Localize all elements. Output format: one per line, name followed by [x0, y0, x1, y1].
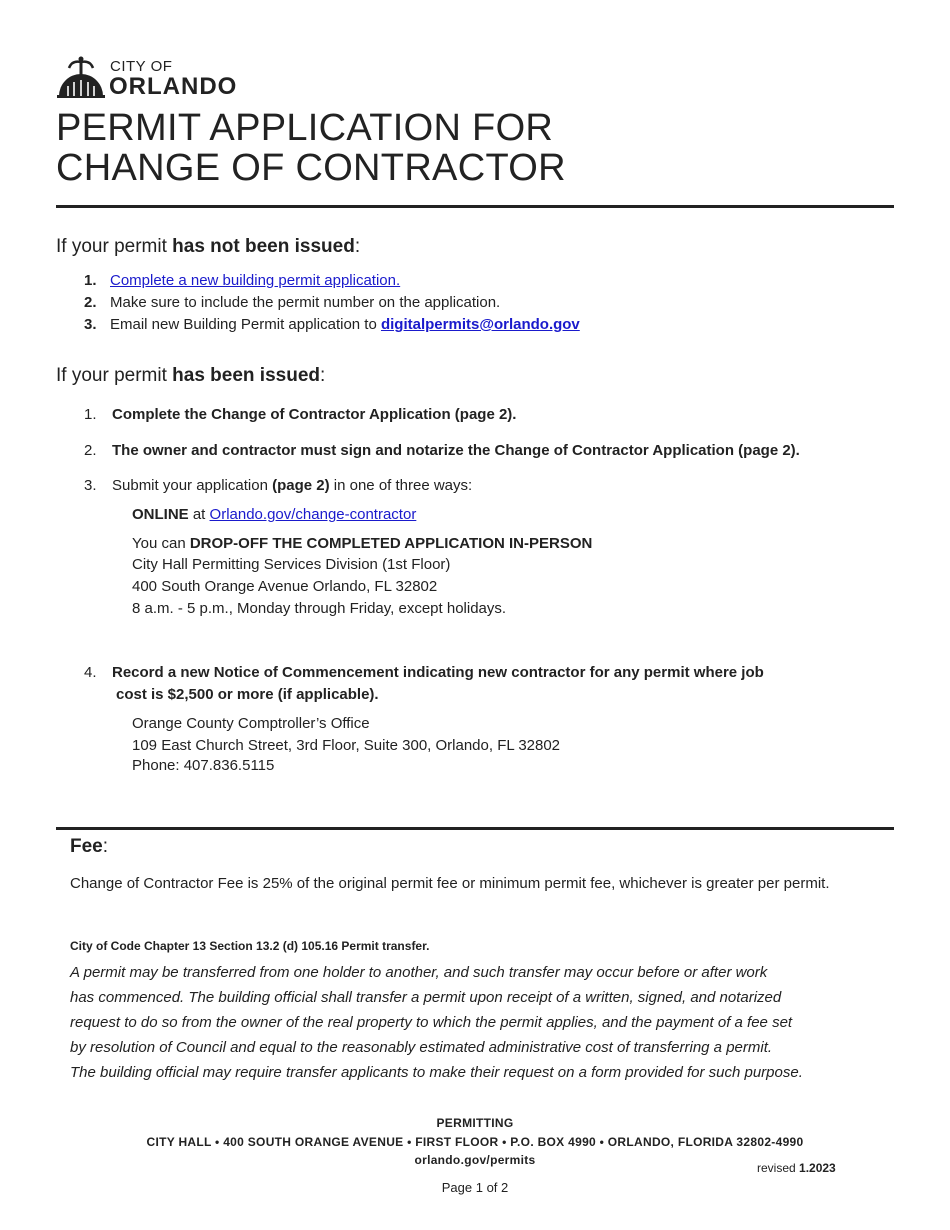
email-link[interactable]: digitalpermits@orlando.gov	[380, 316, 580, 333]
issued-item-4-number: 4.	[84, 664, 97, 681]
comptroller-address: 109 East Church Street, 3rd Floor, Suite 300, Orlando, FL 32802	[132, 737, 561, 754]
page-number: Page 1 of 2	[441, 1180, 509, 1195]
issued-item-1-number: 1.	[84, 406, 97, 423]
fee-heading-colon: :	[102, 836, 109, 857]
code-line: The building official may require transfer applicants to make their request on a form provided for such purpose.	[70, 1064, 803, 1081]
item-3-text-c: in one of three ways:	[329, 477, 473, 494]
comptroller-office: Orange County Comptroller’s Office	[132, 715, 370, 732]
title-line-2: CHANGE OF CONTRACTOR	[56, 147, 566, 189]
revised-value: 1.2023	[799, 1161, 836, 1175]
fee-divider	[56, 827, 894, 830]
code-line: has commenced. The building official shall transfer a permit upon receipt of a written, signed, and notarized	[70, 989, 782, 1006]
code-line: A permit may be transferred from one holder to another, and such transfer may occur before or after work	[70, 964, 768, 981]
issued-item-3-text	[112, 475, 472, 496]
list-text: Email new Building Permit application to	[110, 316, 381, 333]
dropoff-line-1: City Hall Permitting Services Division (1st Floor)	[132, 556, 451, 573]
issued-suffix: :	[320, 365, 326, 386]
code-line: request to do so from the owner of the real property to which the permit applies, and the payment of a fee set	[70, 1014, 793, 1031]
not-issued-bold: has not been issued	[172, 236, 355, 257]
issued-item-1-text: Complete the Change of Contractor Application (page 2).	[112, 406, 517, 423]
footer-address: CITY HALL • 400 SOUTH ORANGE AVENUE • FIRST FLOOR • P.O. BOX 4990 • ORLANDO, FLORIDA 32802-4990	[146, 1135, 804, 1149]
fee-heading-text: Fee	[70, 836, 103, 857]
item-3-text-b: (page 2)	[272, 477, 330, 494]
list-number: 1.	[84, 272, 97, 289]
page-title	[56, 108, 566, 188]
issued-item-2-number: 2.	[84, 442, 97, 459]
not-issued-heading	[56, 236, 360, 258]
revised-label: revised	[757, 1161, 800, 1175]
footer-dept: PERMITTING	[436, 1116, 514, 1130]
logo-city-of: CITY OF	[110, 58, 173, 75]
issued-item-4-line-2: cost is $2,500 or more (if applicable).	[116, 686, 379, 703]
item-3-text-a: Submit your application	[112, 477, 273, 494]
online-option	[132, 504, 416, 525]
title-divider	[56, 205, 894, 208]
new-permit-application-link[interactable]: Complete a new building permit application.	[110, 272, 401, 289]
online-at: at	[188, 506, 210, 523]
revision-note	[757, 1161, 836, 1175]
fee-heading	[70, 836, 108, 858]
comptroller-phone: Phone: 407.836.5115	[132, 757, 275, 774]
code-heading: City of Code Chapter 13 Section 13.2 (d) 105.16 Permit transfer.	[70, 939, 430, 953]
issued-item-3-number: 3.	[84, 477, 97, 494]
list-text: Make sure to include the permit number on the application.	[110, 294, 501, 311]
issued-item-2-text: The owner and contractor must sign and notarize the Change of Contractor Application (page 2).	[112, 442, 800, 459]
footer-url: orlando.gov/permits	[414, 1153, 536, 1167]
fee-text: Change of Contractor Fee is 25% of the original permit fee or minimum permit fee, whichever is greater per permit.	[70, 875, 830, 892]
list-number: 3.	[84, 316, 97, 333]
code-text	[70, 960, 900, 1085]
dropoff-line-3: 8 a.m. - 5 p.m., Monday through Friday, except holidays.	[132, 600, 507, 617]
dropoff-bold: DROP-OFF THE COMPLETED APPLICATION IN-PERSON	[189, 535, 593, 552]
issued-bold: has been issued	[172, 365, 320, 386]
dropoff-option	[132, 533, 592, 554]
not-issued-suffix: :	[354, 236, 361, 257]
online-label: ONLINE	[132, 506, 189, 523]
code-line: by resolution of Council and equal to the reasonably estimated administrative cost of transferring a permit.	[70, 1039, 773, 1056]
change-contractor-link[interactable]: Orlando.gov/change-contractor	[209, 506, 417, 523]
dropoff-line-2: 400 South Orange Avenue Orlando, FL 32802	[132, 578, 438, 595]
not-issued-prefix: If your permit	[56, 236, 173, 257]
list-number: 2.	[84, 294, 97, 311]
city-logo	[56, 56, 256, 100]
city-hall-dome-icon	[56, 56, 106, 98]
title-line-1: PERMIT APPLICATION FOR	[56, 107, 554, 149]
logo-orlando: ORLANDO	[109, 73, 238, 100]
dropoff-prefix: You can	[132, 535, 190, 552]
issued-heading	[56, 365, 325, 387]
issued-item-4-line-1: Record a new Notice of Commencement indicating new contractor for any permit where job	[112, 664, 764, 681]
issued-prefix: If your permit	[56, 365, 173, 386]
